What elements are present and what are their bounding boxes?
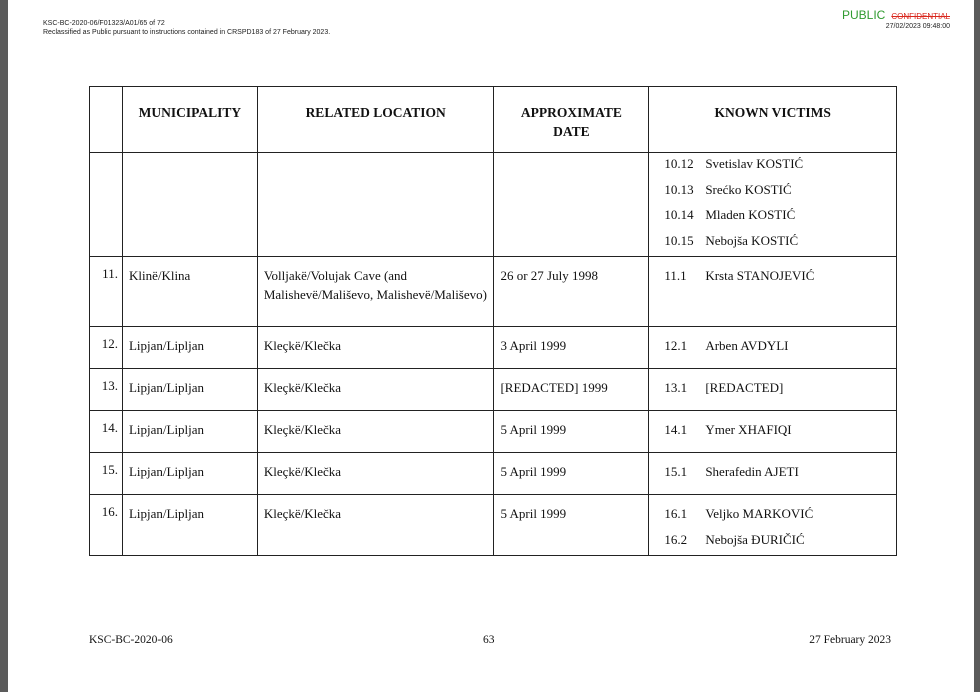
header-municipality: MUNICIPALITY (122, 87, 257, 153)
row-location: Kleçkë/Klečka (257, 411, 494, 453)
row-location: Volljakë/Volujak Cave (and Malishevë/Mališevo, Malishevë/Mališevo) (257, 257, 494, 327)
row-date: 5 April 1999 (494, 453, 649, 495)
row-num: 16. (90, 495, 123, 556)
row-num: 14. (90, 411, 123, 453)
victim-entry: 13.1 [REDACTED] (664, 380, 784, 395)
row-municipality (122, 153, 257, 257)
victim-entry: 10.12 Svetislav KOSTIĆ (664, 156, 804, 171)
document-page (8, 0, 974, 692)
victim-entry: 16.2 Nebojša ĐURIČIĆ (664, 531, 805, 547)
header-related-location: RELATED LOCATION (257, 87, 494, 153)
row-location: Kleçkë/Klečka (257, 495, 494, 556)
row-location: Kleçkë/Klečka (257, 327, 494, 369)
victims-table (89, 86, 897, 556)
row-num: 12. (90, 327, 123, 369)
footer-page-number: 63 (483, 634, 495, 646)
victim-entry: 14.1 Ymer XHAFIQI (664, 422, 792, 437)
row-date: [REDACTED] 1999 (494, 369, 649, 411)
victim-entry: 11.1 Krsta STANOJEVIĆ (664, 268, 815, 283)
row-victims (649, 495, 897, 556)
victim-entry: 10.14 Mladen KOSTIĆ (664, 207, 796, 222)
header-num-cell (90, 87, 123, 153)
row-date: 5 April 1999 (494, 411, 649, 453)
reclassification-note: Reclassified as Public pursuant to instructions contained in CRSPD183 of 27 February 2023. (43, 29, 331, 36)
row-location: Kleçkë/Klečka (257, 453, 494, 495)
header-known-victims: KNOWN VICTIMS (649, 87, 897, 153)
row-date: 5 April 1999 (494, 495, 649, 556)
row-date: 26 or 27 July 1998 (494, 257, 649, 327)
row-municipality: Lipjan/Lipljan (122, 411, 257, 453)
header-left (43, 19, 330, 37)
row-municipality: Lipjan/Lipljan (122, 453, 257, 495)
row-num: 15. (90, 453, 123, 495)
victim-entry: 16.1 Veljko MARKOVIĆ (664, 506, 814, 521)
row-victims (649, 153, 897, 257)
confidential-struck-label: CONFIDENTIAL (891, 12, 950, 21)
header-approximate-date: APPROXIMATE DATE (494, 87, 649, 153)
row-date (494, 153, 649, 257)
table-row (90, 453, 897, 495)
row-victims (649, 257, 897, 327)
row-date: 3 April 1999 (494, 327, 649, 369)
public-label: PUBLIC (841, 8, 886, 22)
row-num (90, 153, 123, 257)
footer-date: 27 February 2023 (809, 634, 891, 646)
row-num: 13. (90, 369, 123, 411)
header-right (841, 8, 950, 31)
victim-entry: 15.1 Sherafedin AJETI (664, 464, 799, 479)
table-header-row (90, 87, 897, 153)
table-row (90, 257, 897, 327)
row-municipality: Lipjan/Lipljan (122, 327, 257, 369)
victim-entry: 12.1 Arben AVDYLI (664, 338, 789, 353)
row-municipality: Klinë/Klina (122, 257, 257, 327)
footer-case-number: KSC-BC-2020-06 (89, 634, 173, 646)
table-row (90, 495, 897, 556)
doc-reference: KSC-BC-2020-06/F01323/A01/65 of 72 (43, 20, 165, 27)
row-municipality: Lipjan/Lipljan (122, 369, 257, 411)
stamp-datetime: 27/02/2023 09:48:00 (885, 23, 950, 30)
table-row (90, 327, 897, 369)
row-victims (649, 411, 897, 453)
row-victims (649, 327, 897, 369)
row-victims (649, 453, 897, 495)
table-row (90, 411, 897, 453)
row-municipality: Lipjan/Lipljan (122, 495, 257, 556)
row-victims (649, 369, 897, 411)
victim-entry: 10.13 Srećko KOSTIĆ (664, 181, 792, 197)
table-row (90, 153, 897, 257)
victim-entry: 10.15 Nebojša KOSTIĆ (664, 232, 799, 248)
table-row (90, 369, 897, 411)
row-location (257, 153, 494, 257)
row-num: 11. (90, 257, 123, 327)
row-location: Kleçkë/Klečka (257, 369, 494, 411)
